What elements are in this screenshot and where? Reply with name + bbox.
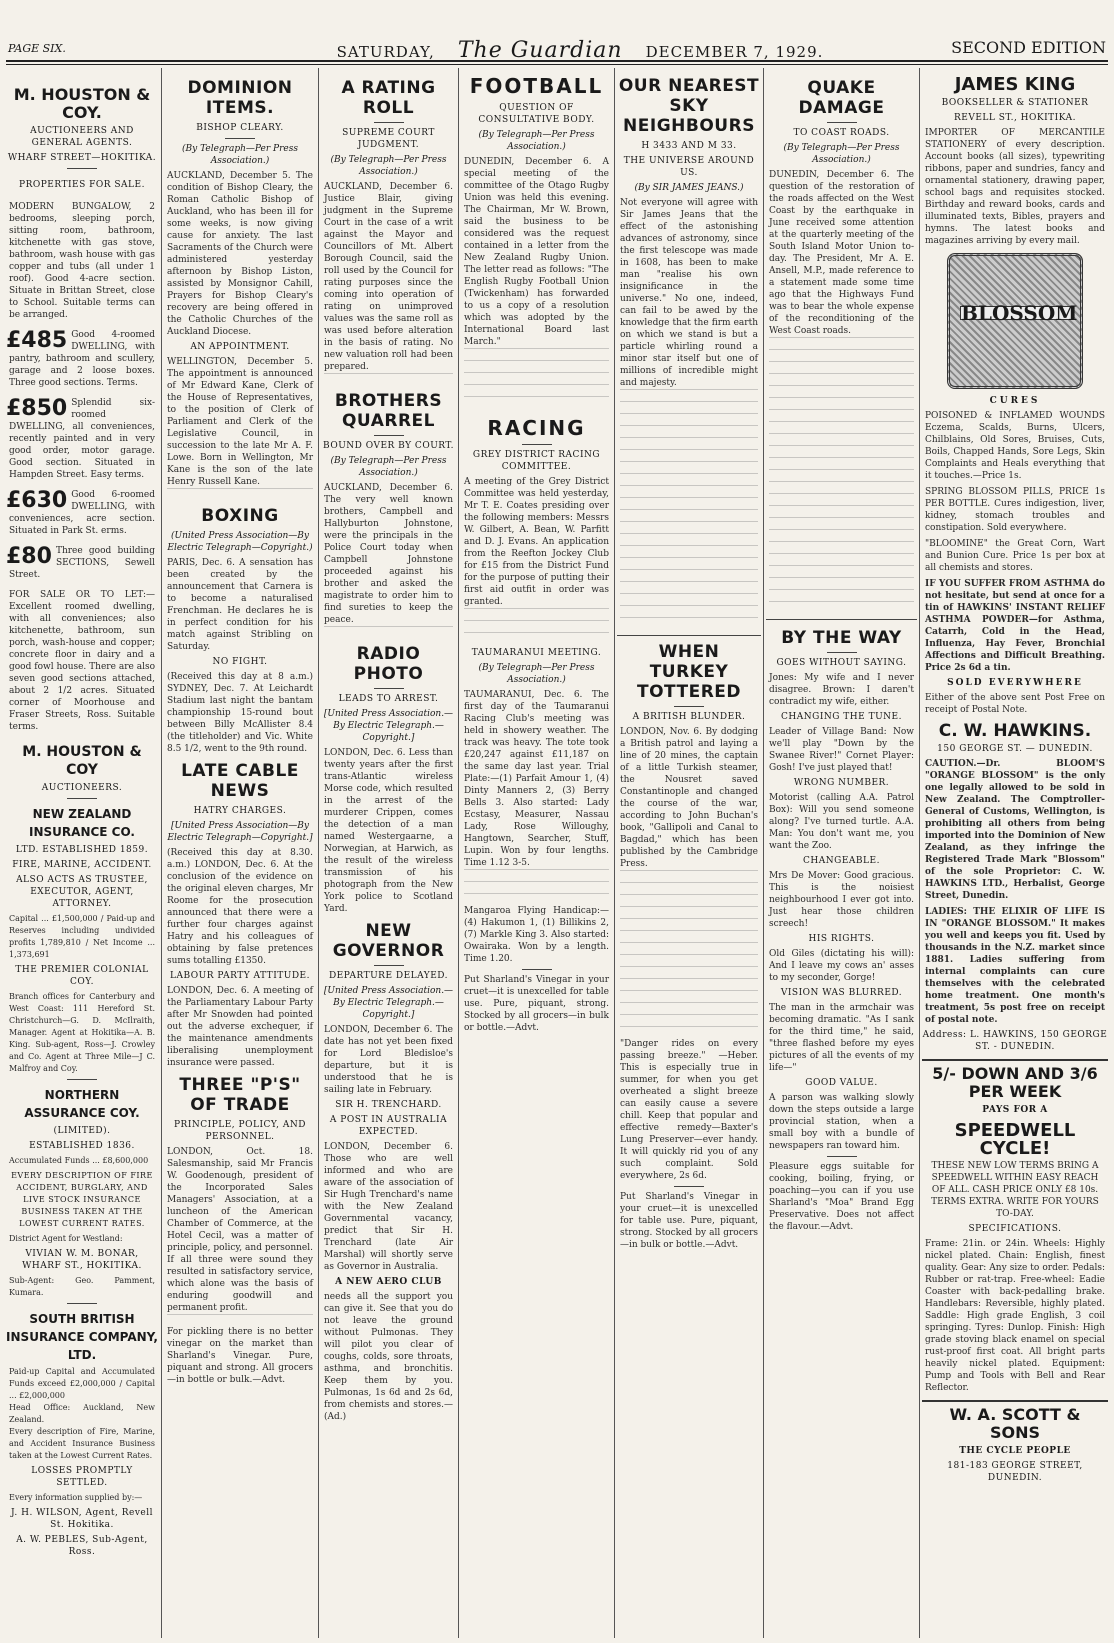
text-filler — [464, 632, 609, 644]
insurance-funds: Capital ... £1,500,000 / Paid-up and Reserves including undivided profits 1,789,810 / Net Income ... 1,373,691 — [9, 914, 155, 959]
text-filler — [769, 529, 914, 541]
text-filler — [769, 409, 914, 421]
insurance-line: District Agent for Westland: — [9, 1234, 123, 1243]
article-body: WELLINGTON, December 5. The appointment is announced of Mr Edward Kane, Clerk of the House of Representatives, to the position of Clerk of Parliament and Clerk of the Legislative Council, in succession to the late Mr A. F. Lowe. Born in Wellington, Mr Kane is the son of the late Henry Russell Kane. — [167, 357, 313, 487]
text-filler — [769, 385, 914, 397]
ad-body: Either of the above sent Post Free on receipt of Postal Note. — [925, 693, 1105, 715]
text-filler — [769, 541, 914, 553]
divider — [674, 706, 704, 707]
column-1-advertisements — [6, 68, 158, 1638]
subheading: THE UNIVERSE AROUND US. — [623, 156, 755, 178]
ad-sub: 150 GEORGE ST. — DUNEDIN. — [937, 744, 1093, 754]
text-filler — [464, 881, 609, 893]
text-filler — [769, 433, 914, 445]
property-listing-4 — [6, 489, 158, 537]
property-listing-5 — [6, 545, 158, 581]
insurance-line: VIVIAN W. M. BONAR, WHARF ST., HOKITIKA. — [22, 1249, 142, 1271]
text-filler — [769, 349, 914, 361]
subheading: H 3433 AND M 33. — [641, 141, 737, 151]
divider — [225, 138, 255, 139]
text-filler — [620, 1014, 758, 1026]
page-number: PAGE SIX. — [8, 42, 66, 55]
subheading: VISION WAS BLURRED. — [780, 988, 903, 998]
article-body: AUCKLAND, December 6. Justice Blair, giving judgment in the Supreme Court in the case of a writ against the Mayor and Councillors of Mt. Albert Borough Council, said the roll used by the Council for rating purposes since the coming into operation of rating on unimproved values was the same roll as was used before alteration in the basis of rating. No new valuation roll had been prepared. — [324, 182, 453, 372]
telegraph-credit: (By Telegraph—Per Press Association.) — [330, 155, 447, 177]
article-body: TAUMARANUI, Dec. 6. The first day of the Taumaranui Racing Club's meeting was held in showery weather. The track was heavy. The tote took £20,247 against £11,187 on the same day last year. Trial Plate:—(1) Parfait Amour 1, (4) Dinty Manners 2, (3) Berry Bells 3. Also started: Lady Ecstasy, Measurer, Nassau Lady, Rose Willoughy, Hangtown, Searcher, Stuff, Lupin. Won by four lengths. Time 1.12 3-5. — [464, 690, 609, 868]
price: £80 — [6, 544, 52, 569]
text-filler — [464, 384, 609, 396]
telegraph-credit: (By Telegraph—Per Press Association.) — [182, 144, 298, 166]
subheading: A BRITISH BLUNDER. — [632, 712, 746, 722]
text-filler — [769, 565, 914, 577]
headline: BOXING — [201, 506, 279, 526]
ad-sub: SOLD EVERYWHERE — [947, 678, 1083, 688]
insurance-heading-3: SOUTH BRITISH INSURANCE COMPANY, LTD. — [6, 1312, 158, 1362]
text-filler — [769, 517, 914, 529]
ad-sub: REVELL ST., HOKITIKA. — [954, 113, 1076, 123]
telegraph-credit: (By Telegraph—Per Press Association.) — [478, 663, 595, 685]
text-filler — [769, 505, 914, 517]
ad-body: Frame: 21in. or 24in. Wheels: Highly nickel plated. Chain: English, finest quality. Gear: Any size to order. Pedals: Rubber or rat-trap. Free-wheel: Eadie Coaster with back-pedalling brake. Handlebars: Reversible, highly plated. Saddle: High grade English, 3 coil springing. Tyres: Dunlop. Finish: High grade stoving black enamel on special rust-proof first coat. All bright parts heavily nickel plated. Equipment: Pump and Tools with Bell and Rear Reflector. — [925, 1239, 1105, 1393]
ad-body: THESE NEW LOW TERMS BRING A SPEEDWELL WITHIN EASY REACH OF ALL. CASH PRICE ONLY £8 10s. TERMS EXTRA. WRITE FOR YOURS TO-DAY. — [931, 1161, 1099, 1219]
divider — [67, 168, 97, 169]
insurance-line: ALSO ACTS AS TRUSTEE, EXECUTOR, AGENT, ATTORNEY. — [16, 875, 148, 909]
ad-body: CAUTION.—Dr. BLOOM'S "ORANGE BLOSSOM" is the only one legally allowed to be sold in New Zealand. The Comptroller-General of Customs, Wellington, is prohibiting all others from being imported into the Dominion of New Zealand, as they infringe the Registered Trade Mark "Blossom" of the sole Proprietor: C. W. HAWKINS LTD., Herbalist, George Street, Dunedin. — [925, 759, 1105, 901]
subheading: PRINCIPLE, POLICY, AND PERSONNEL. — [174, 1120, 306, 1142]
text-filler — [769, 397, 914, 409]
column-divider — [458, 68, 459, 1638]
insurance-line: Every information supplied by:— — [9, 1493, 143, 1502]
text-filler — [620, 870, 758, 882]
advertisement-text: "Danger rides on every passing breeze." —Heber. This is especially true in summer, for when you get overheated a slight breeze can easily cause a severe chill. Keep that popular and effective remedy—Baxter's Lung Preserver—ever handy. It will quickly rid you of any such complaint. Sold everywhere, 2s 6d. — [620, 1039, 758, 1181]
ad-body: IF YOU SUFFER FROM ASTHMA do not hesitate, but send at once for a tin of HAWKINS' INSTANT RELIEF ASTHMA POWDER—for Asthma, Catarrh, Cold in the Head, Influenza, Hay Fever, Bronchial Affections and Difficult Breathing. Price 2s 6d a tin. — [925, 579, 1105, 673]
text-filler — [620, 918, 758, 930]
text-filler — [769, 337, 914, 349]
insurance-line: FIRE, MARINE, ACCIDENT. — [12, 860, 152, 870]
masthead-date: DECEMBER 7, 1929. — [645, 43, 824, 61]
advertisement-text: For pickling there is no better vinegar on the market than Sharland's Vinegar. Pure, piquant and strong. All grocers—in bottle or bulk.—Advt. — [167, 1327, 313, 1385]
property-listing-3 — [6, 397, 158, 481]
article-body: LONDON, December 6. Those who are well informed and who are aware of the association of Sir Hugh Trenchard's name with the New Zealand Governmental vacancy, predict that Sir H. Trenchard (late Air Marshal) will shortly serve as Governor in Australia. — [324, 1142, 453, 1272]
telegraph-credit: (United Press Association—By Electric Telegraph—Copyright.) — [167, 531, 313, 553]
headline: BY THE WAY — [766, 619, 917, 648]
text-filler — [620, 978, 758, 990]
text-filler — [620, 954, 758, 966]
article-body: (Received this day at 8 a.m.) SYDNEY, Dec. 7. At Leichardt Stadium last night the bantam championship 15-round bout between Billy McAllister 8.4 (the titleholder) and Vic. White 8.5 1/2, went to the 9th round. — [167, 672, 313, 754]
column-divider — [318, 68, 319, 1638]
text-filler — [620, 1002, 758, 1014]
insurance-line: ESTABLISHED 1836. — [29, 1141, 135, 1151]
text-filler — [769, 421, 914, 433]
subheading: TAUMARANUI MEETING. — [471, 648, 602, 658]
telegraph-credit: (By Telegraph—Per Press Association.) — [330, 456, 447, 478]
column-divider — [614, 68, 615, 1638]
ad-sub: Address: L. HAWKINS, 150 GEORGE ST. - DUNEDIN. — [922, 1030, 1108, 1052]
property-listing-2 — [6, 329, 158, 389]
text-filler — [464, 348, 609, 360]
ad-body: IMPORTER OF MERCANTILE STATIONERY of every description. Account books (all sizes), typewriting ribbons, paper and sundries, fancy and ornamental stationery, drawing paper, school bags and requisites stocked. Birthday and reward books, cards and illuminated texts, Bibles, prayers and hymns. The latest books and magazines arriving by every mail. — [925, 128, 1105, 246]
article-body: Leader of Village Band: Now we'll play "Down by the Swanee River!" Cornet Player: Gosh! I've just played that! — [769, 727, 914, 773]
subheading: QUESTION OF CONSULTATIVE BODY. — [478, 103, 595, 125]
divider — [374, 965, 404, 966]
ad-firm-heading-2: M. HOUSTON & COY — [22, 744, 142, 778]
article-body: LONDON, Nov. 6. By dodging a British patrol and laying a line of 20 mines, the captain of a little Turkish steamer, the Nousret saved Constantinople and changed the course of the war, according to John Buchan's book, "Gallipoli and Canal to Bagdad," which has been published by the Cambridge Press. — [620, 727, 758, 869]
headline: A RATING ROLL — [341, 78, 436, 118]
article-body: Motorist (calling A.A. Patrol Box): Will you send someone along? I've turned turtle. A.A. Man: You don't want me, you want the Zoo. — [769, 793, 914, 851]
ad-firm-sub: AUCTIONEERS AND GENERAL AGENTS. — [30, 126, 134, 148]
ad-heading: C. W. HAWKINS. — [938, 721, 1092, 741]
subheading: A NEW AERO CLUB — [335, 1277, 442, 1287]
insurance-heading-1: NEW ZEALAND INSURANCE CO. — [29, 807, 135, 839]
insurance-line: EVERY DESCRIPTION OF FIRE ACCIDENT, BURGLARY, AND LIVE STOCK INSURANCE BUSINESS TAKEN AT THE LOWEST CURRENT RATES. — [11, 1171, 153, 1228]
text-filler — [620, 557, 758, 569]
column-divider — [919, 68, 920, 1638]
article-body: The man in the armchair was becoming dramatic. "As I sank for the third time," he said, "three flashed before my eyes pictures of all the events of my life—" — [769, 1003, 914, 1073]
insurance-line: J. H. WILSON, Agent, Revell St. Hokitika. — [10, 1508, 154, 1530]
text-filler — [620, 581, 758, 593]
masthead-day: SATURDAY, — [336, 43, 435, 61]
subheading: SIR H. TRENCHARD. — [335, 1100, 442, 1110]
insurance-line: A. W. PEBLES, Sub-Agent, Ross. — [16, 1535, 148, 1557]
headline: NEW GOVERNOR — [332, 921, 445, 961]
masthead-rule-2 — [6, 64, 1108, 65]
article-body: Not everyone will agree with Sir James Jeans that the effect of the astonishing advances of astronomy, since the first telescope was made in 1608, has been to make man "realise his own insignificance in the universe." No one, indeed, can fail to be awed by the knowledge that the firm earth on which we stand is but a particle whirling round a minor star itself but one of millions of incredible might and majesty. — [620, 198, 758, 388]
headline: QUAKE DAMAGE — [798, 78, 885, 118]
headline: RACING — [487, 416, 586, 440]
property-text: Good 4-roomed DWELLING, with pantry, bathroom and scullery, garage and 2 loose boxes. Three good sections. Terms. — [9, 330, 155, 388]
text-filler — [324, 626, 453, 638]
text-filler — [167, 488, 313, 500]
headline: LATE CABLE NEWS — [181, 761, 299, 801]
headline: FOOTBALL — [469, 74, 604, 98]
column-divider — [763, 68, 764, 1638]
article-body: LONDON, Dec. 6. A meeting of the Parliamentary Labour Party after Mr Snowden had pointed out the adverse exchequer, if the maintenance amendments liberalising unemployment insurance were passed. — [167, 986, 313, 1068]
ad-heading: 5/- DOWN AND 3/6 PER WEEK — [922, 1059, 1108, 1101]
edition-label: SECOND EDITION — [951, 38, 1106, 57]
subheading: DEPARTURE DELAYED. — [328, 971, 449, 981]
text-filler — [620, 569, 758, 581]
insurance-line: THE PREMIER COLONIAL COY. — [15, 965, 149, 987]
text-filler — [464, 869, 609, 881]
text-filler — [620, 906, 758, 918]
headline: BROTHERS QUARREL — [334, 391, 443, 431]
article-body: AUCKLAND, December 5. The condition of Bishop Cleary, the Roman Catholic Bishop of Auckland, who has been ill for some weeks, is now giving cause for anxiety. The last Sacraments of the Church were administered yesterday afternoon by Bishop Liston, assisted by Monsignor Cahill, Prayers for Bishop Cleary's recovery are being offered in the Catholic Churches of the Auckland Diocese. — [167, 171, 313, 337]
insurance-sub: LTD. ESTABLISHED 1859. — [15, 845, 149, 855]
insurance-agents: Branch offices for Canterbury and West Coast: 111 Hereford St. Christchurch—G. D. McIlraith, Manager. Agent at Hokitika—A. B. King. Sub-agent, Ross—J. Crowley and Co. Agent at Three Mile—J C. Malfroy and Coy. — [9, 992, 155, 1073]
text-filler — [769, 481, 914, 493]
text-filler — [769, 553, 914, 565]
article-body: DUNEDIN, December 6. A special meeting of the committee of the Otago Rugby Union was held this evening. The Chairman, Mr W. Brown, said the business to be considered was the request contained in a letter from the New Zealand Rugby Union. The letter read as follows: "The English Rugby Football Union (Twickenham) has forwarded to us a copy of a resolution which was adopted by the International Board last March." — [464, 157, 609, 347]
property-listing: MODERN BUNGALOW, 2 bedrooms, sleeping porch, sitting room, bathroom, kitchenette with gas stove, bathroom, wash house with gas copper and tubs (all under 1 roof). Good 4-acre section. Situate in Brittan Street, close to School. Suitable terms can be arranged. — [9, 202, 155, 320]
text-filler — [620, 894, 758, 906]
text-filler — [620, 882, 758, 894]
blossom-logo — [947, 253, 1083, 389]
text-filler — [769, 469, 914, 481]
column-5-news — [617, 68, 761, 1638]
insurance-line: Sub-Agent: Geo. Pamment, Kumara. — [9, 1276, 155, 1297]
text-filler — [464, 396, 609, 408]
article-body: AUCKLAND, December 6. The very well known brothers, Campbell and Hallyburton Johnstone, were the principals in the Police Court today when Campbell Johnstone proceeded against his brother and asked the magistrate to order him to find sureties to keep the peace. — [324, 483, 453, 625]
divider — [674, 1186, 704, 1187]
text-filler — [620, 605, 758, 617]
divider — [67, 1303, 97, 1304]
text-filler — [464, 620, 609, 632]
insurance-line: Head Office: Auckland, New Zealand. — [9, 1403, 155, 1424]
text-filler — [167, 1314, 313, 1326]
divider — [374, 688, 404, 689]
subheading: LEADS TO ARREST. — [338, 694, 439, 704]
insurance-sub: (LIMITED). — [53, 1126, 111, 1136]
article-body: A parson was walking slowly down the steps outside a large provincial station, when a small boy with a bundle of newspapers ran toward him. — [769, 1093, 914, 1151]
text-filler — [620, 461, 758, 473]
text-filler — [769, 601, 914, 613]
text-filler — [620, 533, 758, 545]
text-filler — [769, 361, 914, 373]
ad-sub: SPECIFICATIONS. — [968, 1224, 1062, 1234]
text-filler — [620, 521, 758, 533]
divider — [827, 652, 857, 653]
divider — [827, 1156, 857, 1157]
ad-heading: JAMES KING — [954, 74, 1076, 95]
ad-body: LADIES: THE ELIXIR OF LIFE IS IN "ORANGE BLOSSOM." It makes you well and keeps you fit. Used by thousands in the N.Z. market since 1881. Ladies suffering from internal complaints can cure themselves with the celebrated home treatment. One month's treatment, 5s post free on receipt of postal note. — [925, 907, 1105, 1025]
ad-heading: W. A. SCOTT & SONS — [922, 1400, 1108, 1442]
divider — [374, 435, 404, 436]
masthead-paper: The Guardian — [457, 38, 623, 63]
headline: THREE "P'S" OF TRADE — [179, 1075, 301, 1115]
text-filler — [464, 608, 609, 620]
subheading: A POST IN AUSTRALIA EXPECTED. — [329, 1115, 448, 1137]
masthead — [0, 0, 1114, 62]
text-filler — [464, 360, 609, 372]
article-body: A meeting of the Grey District Committee was held yesterday, Mr T. E. Coates presiding over the following members: Messrs W. Gilbert, A. Bean, W. Parfitt and D. J. Evans. An application from the Reefton Jockey Club for £15 from the District Fund for the purpose of putting their first aid outfit in order was granted. — [464, 477, 609, 607]
column-3-news — [321, 68, 456, 1638]
subheading: LABOUR PARTY ATTITUDE. — [170, 971, 310, 981]
ad-sub: BOOKSELLER & STATIONER — [941, 98, 1089, 108]
text-filler — [620, 942, 758, 954]
column-2-news — [164, 68, 316, 1638]
price: £630 — [6, 488, 68, 513]
ad-firm-sub-2: AUCTIONEERS. — [41, 783, 123, 793]
ad-firm-address: WHARF STREET—HOKITIKA. — [7, 153, 157, 163]
headline: OUR NEAREST SKY NEIGHBOURS — [618, 76, 760, 136]
headline: WHEN TURKEY TOTTERED — [617, 635, 761, 702]
telegraph-credit: [United Press Association.—By Electric Telegraph.—Copyright.] — [323, 709, 454, 743]
ad-body: POISONED & INFLAMED WOUNDS Eczema, Scalds, Burns, Ulcers, Chilblains, Old Sores, Bruises, Cuts, Boils, Chapped Hands, Sore Legs, Skin Complaints and Heals everything that it touches.—Price 1s. — [925, 411, 1105, 481]
divider — [67, 798, 97, 799]
text-filler — [620, 413, 758, 425]
text-filler — [620, 990, 758, 1002]
ad-sub: PAYS FOR A — [982, 1105, 1048, 1115]
text-filler — [464, 372, 609, 384]
text-filler — [769, 493, 914, 505]
byline: (By SIR JAMES JEANS.) — [634, 183, 744, 193]
property-text: Splendid six-roomed DWELLING, all conveniences, recently painted and in very good order, motor garage. Good section. Situated in Hampden Street. Easy terms. — [9, 398, 155, 480]
column-6-news — [766, 68, 917, 1638]
divider — [522, 444, 552, 445]
insurance-line: Every description of Fire, Marine, and Accident Insurance Business taken at the Lowest Current Rates. — [9, 1427, 155, 1460]
subheading: GREY DISTRICT RACING COMMITTEE. — [472, 450, 601, 472]
text-filler — [620, 545, 758, 557]
text-filler — [769, 589, 914, 601]
masthead-rule — [6, 60, 1108, 62]
text-filler — [769, 457, 914, 469]
text-filler — [769, 445, 914, 457]
headline: RADIO PHOTO — [353, 644, 424, 684]
advertisement-text: Put Sharland's Vinegar in your cruet—it is unexcelled for table use. Pure, piquant, strong. Stocked by all grocers—in bulk or bottle.—Advt. — [464, 975, 609, 1033]
text-filler — [324, 373, 453, 385]
article-body: Mangaroa Flying Handicap:—(4) Hakumon 1, (1) Billikins 2, (7) Markle King 3. Also started: Owairaka. Won by a length. Time 1.20. — [464, 906, 609, 964]
ad-firm-heading: M. HOUSTON & COY. — [13, 85, 151, 122]
advertisement-text: needs all the support you can give it. See that you do not leave the ground without Pulmonas. They will pilot you clear of coughs, colds, sore throats, asthma, and bronchitis. Keep them by you. Pulmonas, 1s 6d and 2s 6d, from chemists and stores.—(Ad.) — [324, 1292, 453, 1422]
insurance-funds: Paid-up Capital and Accumulated Funds exceed £2,000,000 / Capital ... £2,000,000 — [9, 1367, 155, 1400]
price: £485 — [6, 328, 68, 353]
text-filler — [620, 966, 758, 978]
advertisement-text: Put Sharland's Vinegar in your cruet—it is unexcelled for table use. Pure, piquant, strong. Stocked by all grocers—in bulk or bottle.—Advt. — [620, 1192, 758, 1250]
telegraph-credit: (By Telegraph—Per Press Association.) — [783, 143, 900, 165]
article-body: DUNEDIN, December 6. The question of the restoration of the roads affected on the West Coast by the earthquake in June received some attention at the quarterly meeting of the South Island Motor Union to-day. The President, Mr A. E. Ansell, M.P., made reference to a statement made some time ago that the Highways Fund was to bear the whole expense of the reconditioning of the West Coast roads. — [769, 170, 914, 336]
subheading: HATRY CHARGES. — [193, 806, 287, 816]
ad-sub: THE CYCLE PEOPLE — [959, 1446, 1071, 1456]
subheading: HIS RIGHTS. — [808, 934, 875, 944]
text-filler — [620, 401, 758, 413]
text-filler — [769, 373, 914, 385]
ad-sub: CURES — [989, 396, 1041, 406]
column-4-sports — [461, 68, 612, 1638]
columns — [6, 68, 1108, 1638]
ad-heading: SPEEDWELL CYCLE! — [954, 1120, 1076, 1159]
divider — [522, 969, 552, 970]
subheading: SUPREME COURT JUDGMENT. — [342, 128, 435, 150]
article-body: Old Giles (dictating his will): And I leave my cows an' asses to my seconder, Gorge! — [769, 949, 914, 983]
logo-text: BLOSSOM — [961, 301, 1078, 325]
ad-sub: 181-183 GEORGE STREET, DUNEDIN. — [947, 1461, 1083, 1483]
text-filler — [464, 893, 609, 905]
text-filler — [620, 473, 758, 485]
text-filler — [769, 577, 914, 589]
article-body: LONDON, Oct. 18. Salesmanship, said Mr Francis W. Goodenough, president of the Incorporated Sales Managers' Association, at a luncheon of the American Chamber of Commerce, at the Hotel Cecil, was a matter of principle, policy, and personnel. If all three were sound they resulted in satisfactory service, which alone was the basis of enduring goodwill and permanent profit. — [167, 1147, 313, 1313]
text-filler — [620, 930, 758, 942]
subheading: GOES WITHOUT SAYING. — [776, 658, 907, 668]
article-body: LONDON, December 6. The date has not yet been fixed for Lord Bledisloe's departure, but it is understood that he is sailing late in February. — [324, 1025, 453, 1095]
text-filler — [620, 1026, 758, 1038]
price: £850 — [6, 396, 68, 421]
article-body: LONDON, Dec. 6. Less than twenty years after the first trans-Atlantic wireless Morse code, which resulted in the arrest of the murderer Crippen, comes the detection of a man named Westergaarne, a Norwegian, at Harwich, as the result of the wireless transmission of his photograph from the New York police to Scotland Yard. — [324, 748, 453, 914]
subheading: BOUND OVER BY COURT. — [323, 441, 454, 451]
article-body: (Received this day at 8.30. a.m.) LONDON, Dec. 6. At the conclusion of the evidence on the original eleven charges, Mr Roome for the prosecution announced that there were a further four charges against Hatry and his colleagues of obtaining by false pretences sums totalling £1350. — [167, 848, 313, 966]
subheading: GOOD VALUE. — [805, 1078, 878, 1088]
ad-body: SPRING BLOSSOM PILLS, PRICE 1s PER BOTTLE. Cures indigestion, liver, kidney, stomach troubles and constipation. Sold everywhere. — [925, 487, 1105, 533]
advertisement-text: Pleasure eggs suitable for cooking, boiling, frying, or poaching—you can if you use Sharland's "Moa" Brand Egg Preservative. Does not affect the flavour.—Advt. — [769, 1162, 914, 1232]
insurance-funds: Accumulated Funds ... £8,600,000 — [9, 1156, 149, 1165]
headline: DOMINION ITEMS. — [187, 78, 293, 118]
divider — [827, 122, 857, 123]
subheading: WRONG NUMBER. — [793, 778, 890, 788]
text-filler — [620, 509, 758, 521]
ad-body: "BLOOMINE" the Great Corn, Wart and Bunion Cure. Price 1s per box at all chemists and stores. — [925, 539, 1105, 573]
text-filler — [620, 425, 758, 437]
subheading: BISHOP CLEARY. — [196, 123, 284, 133]
subheading: CHANGING THE TUNE. — [781, 712, 902, 722]
subheading: NO FIGHT. — [212, 657, 268, 667]
text-filler — [620, 389, 758, 401]
subheading: AN APPOINTMENT. — [190, 342, 290, 352]
telegraph-credit: [United Press Association.—By Electric Telegraph.—Copyright.] — [323, 986, 454, 1020]
text-filler — [620, 449, 758, 461]
telegraph-credit: (By Telegraph—Per Press Association.) — [478, 130, 595, 152]
text-filler — [620, 497, 758, 509]
properties-heading: PROPERTIES FOR SALE. — [19, 180, 145, 190]
divider — [374, 122, 404, 123]
insurance-line: LOSSES PROMPTLY SETTLED. — [31, 1466, 133, 1488]
article-body: PARIS, Dec. 6. A sensation has been created by the announcement that Carnera is to become a naturalised Frenchman. He declares he is in perfect condition for his match against Stribling on Saturday. — [167, 558, 313, 652]
text-filler — [620, 485, 758, 497]
text-filler — [620, 617, 758, 629]
column-7-advertisements — [922, 68, 1108, 1638]
telegraph-credit: [United Press Association—By Electric Telegraph—Copyright.] — [167, 821, 313, 843]
text-filler — [620, 593, 758, 605]
article-body: Jones: My wife and I never disagree. Brown: I daren't contradict my wife, either. — [769, 673, 914, 707]
column-divider — [161, 68, 162, 1638]
property-text: Three good building SECTIONS, Sewell Street. — [9, 546, 155, 580]
subheading: TO COAST ROADS. — [793, 128, 890, 138]
subheading: CHANGEABLE. — [803, 856, 880, 866]
text-filler — [620, 437, 758, 449]
article-body: Mrs De Mover: Good gracious. This is the noisiest neighbourhood I ever got into. Just hear those children screech! — [769, 871, 914, 929]
property-listing-6: FOR SALE OR TO LET:—Excellent roomed dwelling, with all conveniences; also kitchenette, bathroom, sun porch, wash-house and copper; concrete floor in dairy and a good fowl house. There are also seven good sections attached, about 2 1/2 acres. Situated corner of Moorhouse and Fraser Streets, Ross. Suitable terms. — [9, 590, 155, 732]
insurance-heading-2: NORTHERN ASSURANCE COY. — [24, 1088, 140, 1120]
divider — [67, 1079, 97, 1080]
property-text: Good 6-roomed DWELLING, with conveniences, acre section. Situated in Park St. erms. — [9, 490, 155, 536]
